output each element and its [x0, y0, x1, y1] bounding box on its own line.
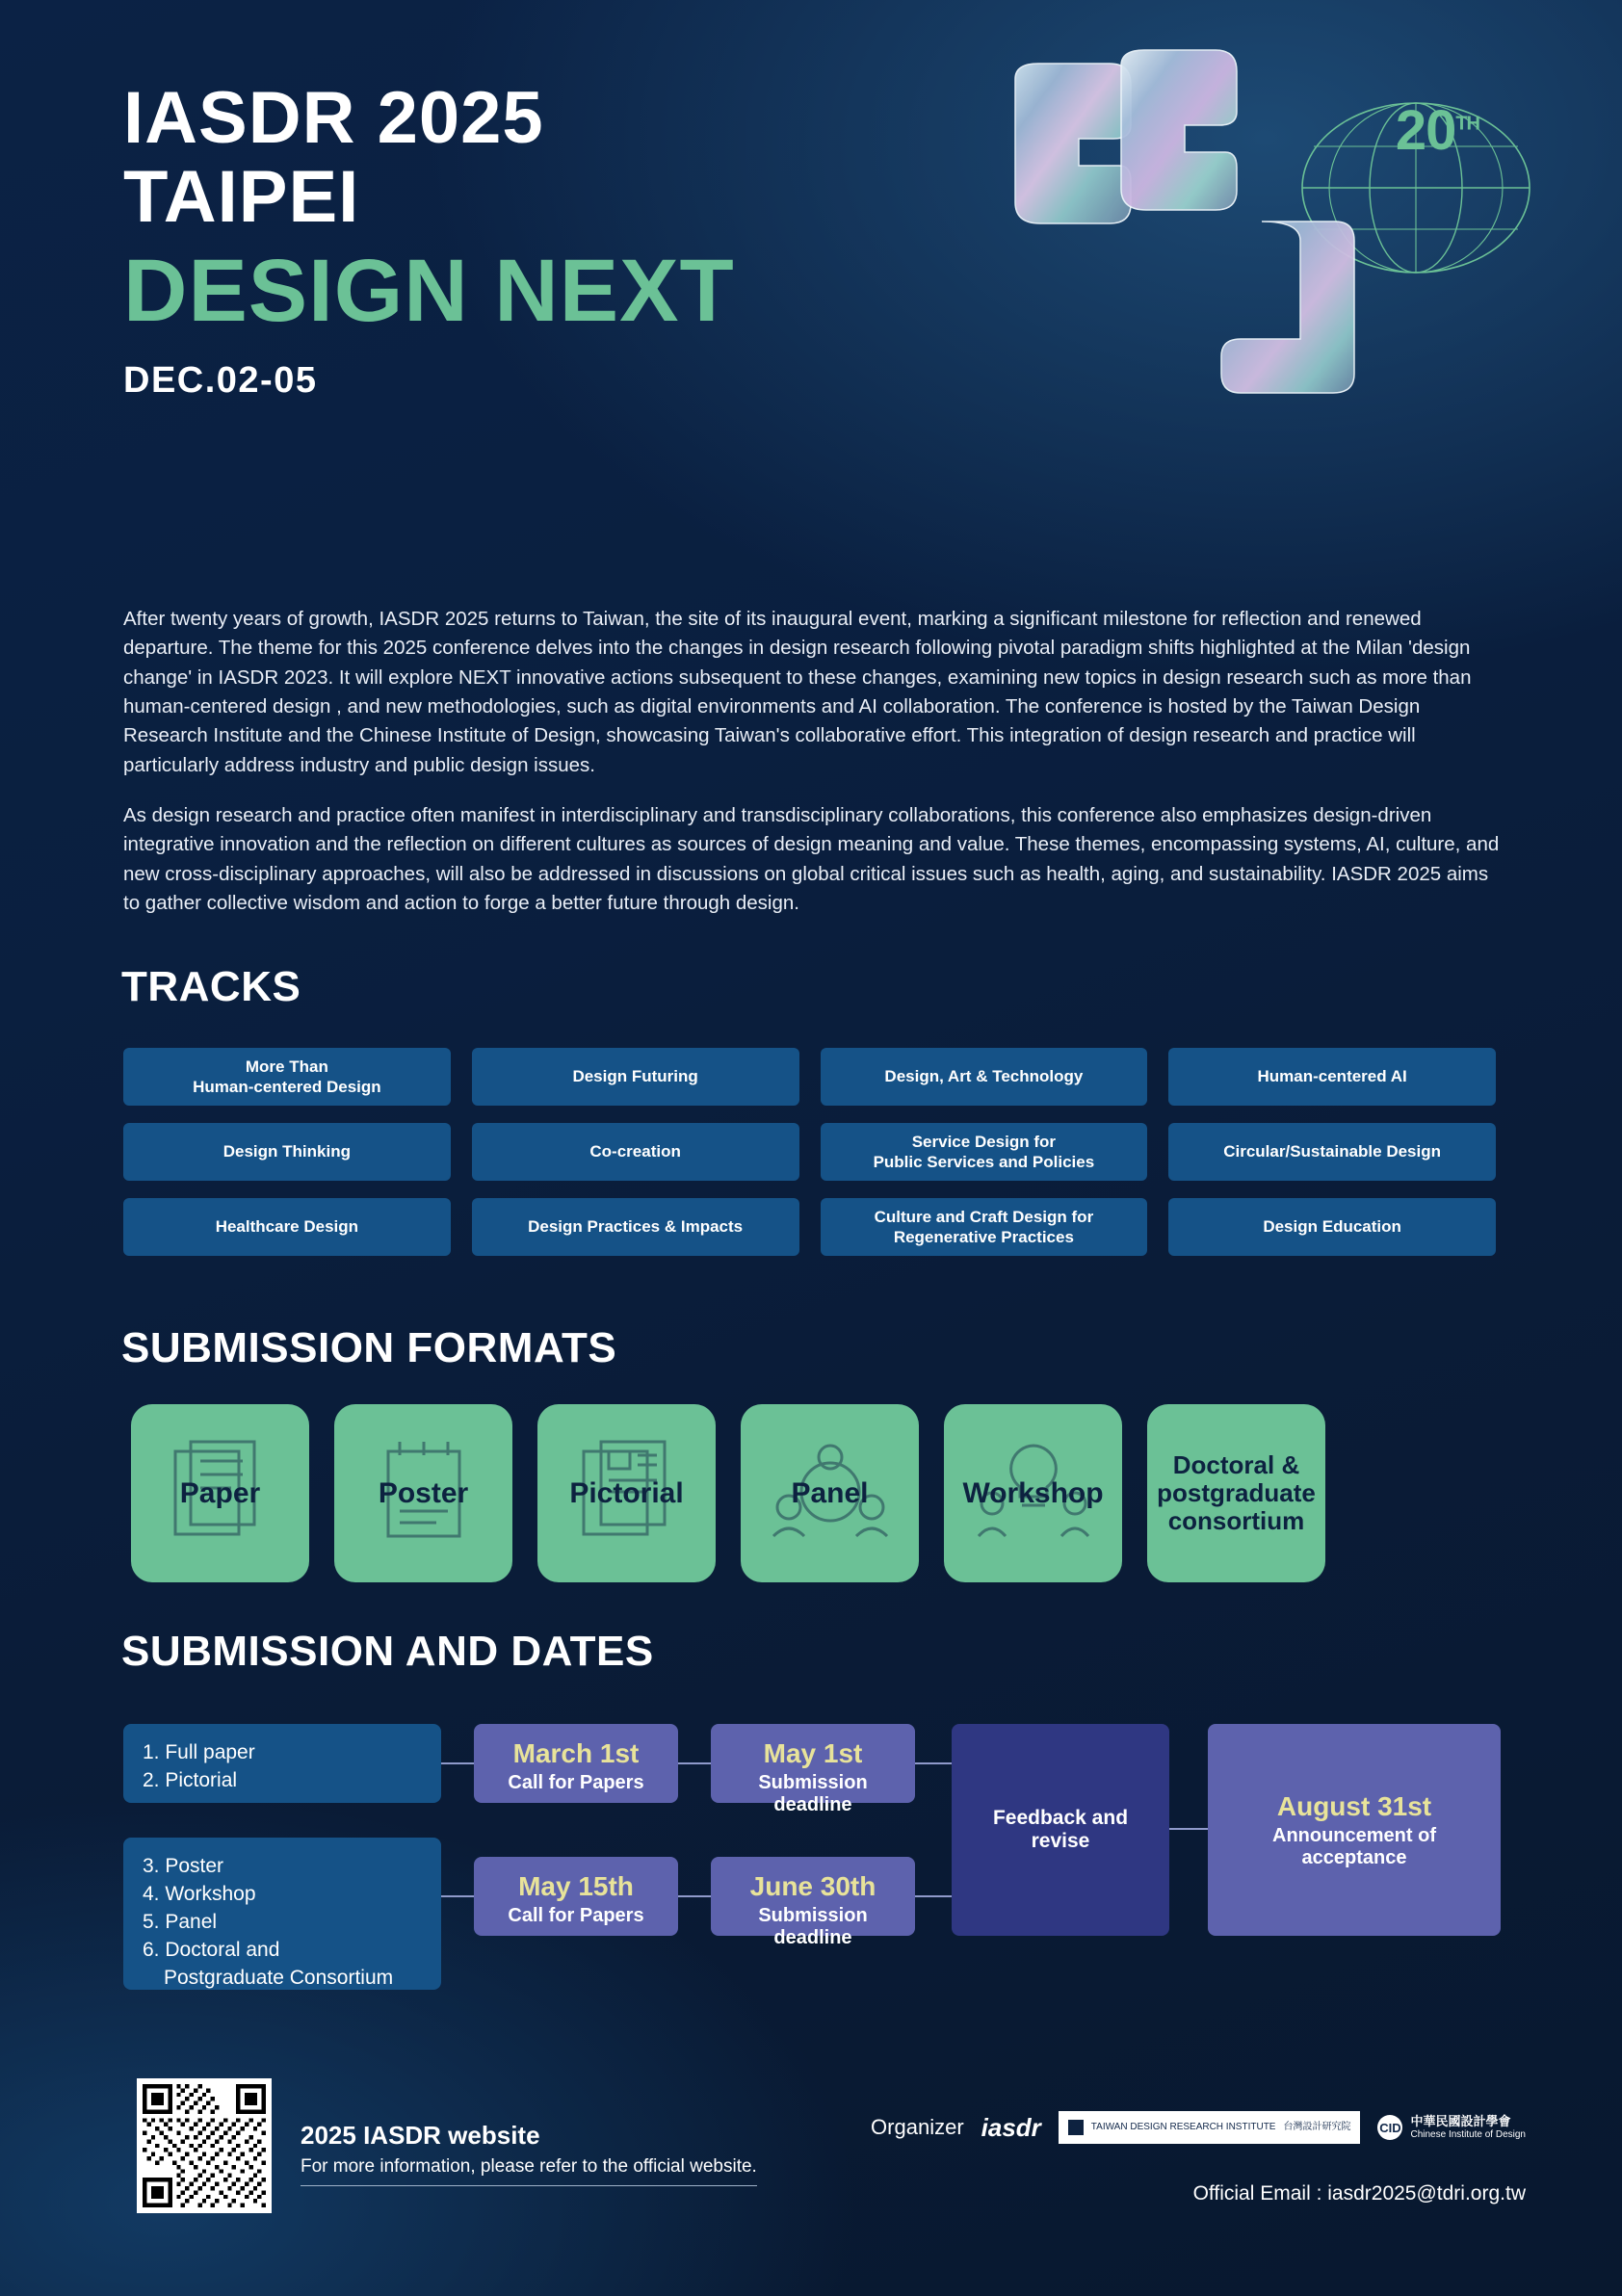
milestone-feedback	[952, 1724, 1169, 1936]
poster-footer	[0, 2051, 1622, 2296]
track-chip[interactable]: Service Design for Public Services and Policies	[821, 1123, 1148, 1181]
track-chip[interactable]: Culture and Craft Design for Regenerative Practices	[821, 1198, 1148, 1256]
dates-section-title: SUBMISSION AND DATES	[121, 1628, 654, 1675]
connector-line	[915, 1895, 952, 1897]
milestone-date: June 30th	[749, 1871, 876, 1901]
qr-caption	[301, 2121, 757, 2186]
milestone-label: Submission deadline	[758, 1904, 868, 1948]
list-item: 3. Poster	[143, 1855, 224, 1877]
qr-subtitle: For more information, please refer to the official website.	[301, 2156, 757, 2186]
track-chip[interactable]: Design Thinking	[123, 1123, 451, 1181]
track-chip[interactable]: Design Futuring	[472, 1048, 799, 1106]
format-label: Pictorial	[569, 1476, 684, 1509]
milestone-date: May 15th	[518, 1871, 634, 1901]
organizer-row	[871, 2111, 1526, 2144]
tdri-mark-icon	[1068, 2120, 1084, 2135]
list-item: 1. Full paper	[143, 1741, 255, 1763]
track-chip[interactable]: Human-centered AI	[1168, 1048, 1496, 1106]
milestone-date: August 31st	[1276, 1791, 1432, 1822]
title-line-1: IASDR 2025	[123, 77, 544, 159]
milestone-label: Submission deadline	[758, 1771, 868, 1815]
milestone-label: Call for Papers	[508, 1771, 644, 1793]
connector-line	[678, 1762, 711, 1764]
milestone-call-papers-a	[474, 1724, 678, 1803]
intro-paragraph-2: As design research and practice often manifest in interdisciplinary and transdisciplinary collaborations, this conference also emphasizes design-driven integrative innovation and the reflection on different cultures as sources of design meaning and value. These themes, encompassing systems, AI, culture, and new cross-disciplinary approaches, will also be addressed in discussions on global critical issues such as health, aging, and sustainability. IASDR 2025 aims to gather collective wisdom and action to forge a better future through design.	[123, 803, 1500, 914]
cid-logo-text	[1410, 2114, 1526, 2141]
official-email[interactable]: Official Email : iasdr2025@tdri.org.tw	[1192, 2182, 1526, 2205]
format-card-workshop[interactable]	[944, 1404, 1122, 1582]
submission-list-box-1	[123, 1724, 441, 1803]
tdri-logo-cn: 台灣設計研究院	[1283, 2122, 1351, 2133]
format-card-paper[interactable]	[131, 1404, 309, 1582]
list-item: Postgraduate Consortium	[164, 1966, 394, 1989]
submission-timeline	[123, 1712, 1501, 2001]
poster-header	[123, 79, 990, 402]
organizer-label: Organizer	[871, 2115, 964, 2139]
milestone-label: Announcement of acceptance	[1272, 1824, 1436, 1868]
tdri-logo-en: TAIWAN DESIGN RESEARCH INSTITUTE	[1090, 2122, 1276, 2133]
cid-logo-en: Chinese Institute of Design	[1410, 2128, 1526, 2140]
tdri-logo	[1059, 2111, 1361, 2144]
track-chip[interactable]: Design Education	[1168, 1198, 1496, 1256]
iasdr-logo: iasdr	[981, 2112, 1041, 2142]
anniversary-badge	[1396, 98, 1479, 163]
connector-line	[441, 1895, 474, 1897]
format-label: Workshop	[962, 1476, 1104, 1509]
cid-mark-icon: CID	[1377, 2115, 1402, 2140]
format-label: Panel	[791, 1476, 869, 1509]
format-card-poster[interactable]	[334, 1404, 512, 1582]
conference-dates: DEC.02-05	[123, 359, 318, 401]
milestone-label: Call for Papers	[508, 1904, 644, 1926]
track-chip[interactable]: Circular/Sustainable Design	[1168, 1123, 1496, 1181]
milestone-date: March 1st	[512, 1738, 640, 1768]
cid-logo	[1377, 2114, 1526, 2141]
format-label: Paper	[179, 1476, 261, 1509]
chrome-glyph-right	[1092, 44, 1256, 227]
track-chip[interactable]: Healthcare Design	[123, 1198, 451, 1256]
cid-logo-cn: 中華民國設計學會	[1410, 2114, 1511, 2129]
intro-paragraph-1: After twenty years of growth, IASDR 2025 returns to Taiwan, the site of its inaugural event, marking a significant milestone for reflection and renewed departure. The theme for this 2025 conference delves into the changes in design research following pivotal paradigm shifts highlighted at the Milan 'design change' in IASDR 2023. It will explore NEXT innovative actions subsequent to these changes, examining new topics in design research such as more than human-centered design , and new methodologies, such as digital environments and AI collaboration. The conference is hosted by the Taiwan Design Research Institute and the Chinese Institute of Design, showcasing Taiwan's collaborative effort. This integration of design research and practice will particularly address industry and public design issues.	[123, 608, 1472, 776]
list-item: 2. Pictorial	[143, 1768, 238, 1791]
connector-line	[678, 1895, 711, 1897]
milestone-deadline-a	[711, 1724, 915, 1815]
track-chip[interactable]: More Than Human-centered Design	[123, 1048, 451, 1106]
list-item: 5. Panel	[143, 1910, 218, 1933]
milestone-label: Feedback and revise	[992, 1807, 1129, 1852]
connector-line	[441, 1762, 474, 1764]
anniversary-number: 20	[1395, 99, 1456, 162]
formats-section-title: SUBMISSION FORMATS	[121, 1324, 617, 1371]
track-chip[interactable]: Co-creation	[472, 1123, 799, 1181]
list-item: 6. Doctoral and	[143, 1938, 280, 1961]
title-theme: DESIGN NEXT	[123, 242, 735, 341]
formats-row	[131, 1404, 1494, 1582]
track-chip[interactable]: Design Practices & Impacts	[472, 1198, 799, 1256]
format-card-pictorial[interactable]	[537, 1404, 716, 1582]
submission-list-box-2	[123, 1838, 441, 1990]
track-chip[interactable]: Design, Art & Technology	[821, 1048, 1148, 1106]
connector-line	[915, 1762, 952, 1764]
chrome-glyph-bottom	[1208, 212, 1391, 424]
tracks-grid	[123, 1048, 1496, 1256]
format-label: Poster	[378, 1476, 469, 1509]
connector-line	[1169, 1828, 1208, 1830]
milestone-acceptance	[1208, 1724, 1501, 1936]
tracks-section-title: TRACKS	[121, 963, 301, 1010]
anniversary-suffix: TH	[1455, 113, 1479, 135]
title-line-2: TAIPEI	[123, 156, 360, 239]
qr-code[interactable]	[137, 2078, 272, 2213]
format-label: Doctoral & postgraduate consortium	[1157, 1449, 1316, 1536]
format-card-panel[interactable]	[741, 1404, 919, 1582]
milestone-deadline-b	[711, 1857, 915, 1948]
list-item: 4. Workshop	[143, 1882, 256, 1905]
qr-code-image	[143, 2084, 266, 2207]
intro-text	[123, 605, 1501, 939]
milestone-date: May 1st	[763, 1738, 863, 1768]
hero-graphic	[967, 39, 1564, 559]
qr-title: 2025 IASDR website	[301, 2121, 540, 2150]
format-card-consortium[interactable]	[1147, 1404, 1325, 1582]
milestone-call-papers-b	[474, 1857, 678, 1936]
